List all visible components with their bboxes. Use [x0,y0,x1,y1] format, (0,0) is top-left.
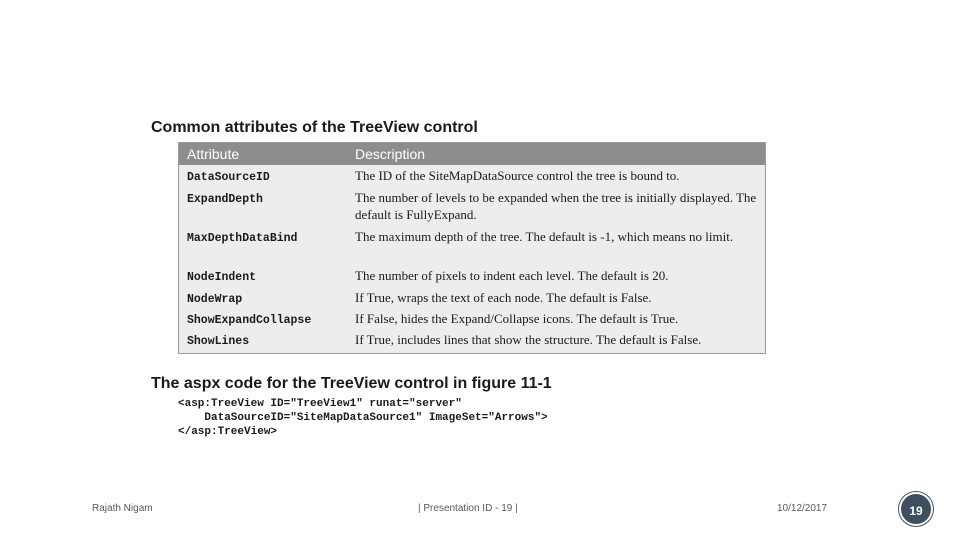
description-cell: The maximum depth of the tree. The default is -1, which means no limit. [355,229,734,244]
table-title: Common attributes of the TreeView control [151,119,478,136]
header-attribute: Attribute [187,146,240,162]
attribute-cell: ExpandDepth [187,193,263,206]
description-cell: The ID of the SiteMapDataSource control the tree is bound to. [355,168,680,183]
header-description: Description [355,146,426,162]
footer-presentation-id: | Presentation ID - 19 | [418,503,518,514]
code-line: </asp:TreeView> [178,426,278,438]
footer-date: 10/12/2017 [777,503,828,514]
attribute-cell: ShowLines [187,335,250,348]
description-cell: If True, wraps the text of each node. The default is False. [355,290,652,305]
attribute-cell: NodeWrap [187,293,243,306]
attribute-cell: NodeIndent [187,271,257,284]
code-line: <asp:TreeView ID="TreeView1" runat="server" [178,398,462,410]
code-block [178,397,548,439]
description-cell: If False, hides the Expand/Collapse icons. The default is True. [355,311,679,326]
footer-author: Rajath Nigam [92,503,153,514]
description-cell: If True, includes lines that show the structure. The default is False. [355,332,702,347]
page-number-badge: 19 [899,492,933,526]
code-title: The aspx code for the TreeView control in figure 11-1 [151,375,552,392]
attribute-cell: MaxDepthDataBind [187,232,298,245]
description-cell: The number of levels to be expanded when the tree is initially displayed. The default is FullyExpand. [355,190,757,222]
table-header [179,143,765,165]
attributes-table [178,142,766,354]
attribute-cell: DataSourceID [187,171,270,184]
description-cell: The number of pixels to indent each level. The default is 20. [355,268,669,283]
code-line: DataSourceID="SiteMapDataSource1" ImageSet="Arrows"> [178,412,548,424]
attribute-cell: ShowExpandCollapse [187,314,312,327]
